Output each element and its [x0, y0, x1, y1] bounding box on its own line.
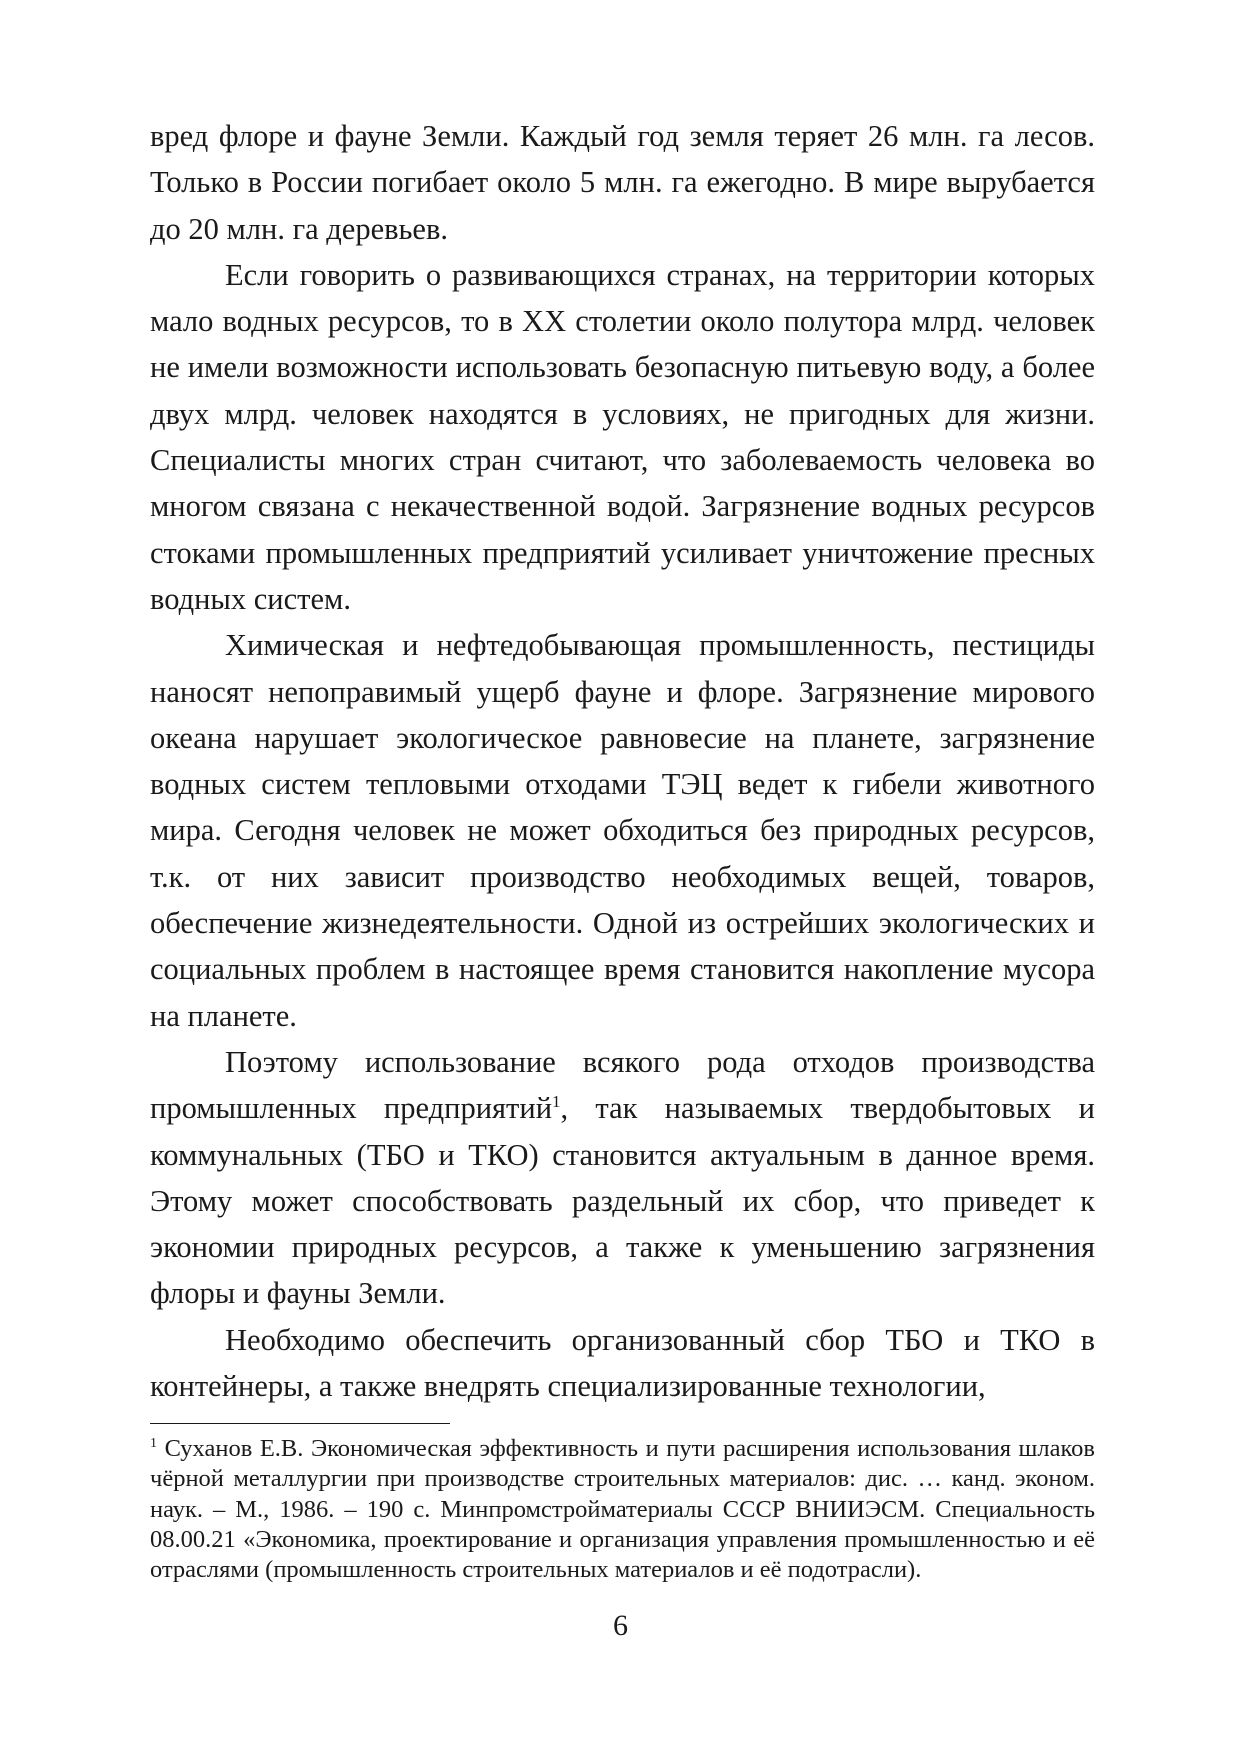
page-number: 6 — [613, 1609, 628, 1642]
paragraph-4 — [150, 1039, 1095, 1317]
paragraph-2: Если говорить о развивающихся странах, на территории которых мало водных ресурсов, то в XX столетии около полутора млрд. человек не имели возможности использовать безопасную питьевую воду, а более двух млрд. человек находятся в условиях, не пригодных для жизни. Специалисты многих стран считают, что заболеваемость человека во многом связана с некачественной водой. Загрязнение водных ресурсов стоками промышленных предприятий усиливает уничтожение пресных водных систем. — [150, 257, 1095, 616]
paragraph-5: Необходимо обеспечить организованный сбор ТБО и ТКО в контейнеры, а также внедрять специализированные технологии, — [150, 1322, 1095, 1404]
footnote-reference[interactable]: 1 — [552, 1092, 561, 1112]
footnote — [150, 1434, 1095, 1585]
paragraph-3: Химическая и нефтедобывающая промышленность, пестициды наносят непоправимый ущерб фауне и флоре. Загрязнение мирового океана нарушает экологическое равновесие на планете, загрязнение водных систем тепловыми отходами ТЭЦ ведет к гибели животного мира. Сегодня человек не может обходиться без природных ресурсов, т.к. от них зависит производство необходимых вещей, товаров, обеспечение жизнедеятельности. Одной из острейших экологических и социальных проблем в настоящее время становится накопление мусора на планете. — [150, 628, 1095, 1033]
footnote-text: Суханов Е.В. Экономическая эффективность и пути расширения использования шлаков чёрной металлургии при производстве строительных материалов: дис. … канд. эконом. наук. – М., 1986. – 190 с. Минпромстройматериалы СССР ВНИИЭСМ. Специальность 08.00.21 «Экономика, проектирование и организация управления промышленностью и её отраслями (промышленность строительных материалов и её подотрасли). — [150, 1435, 1095, 1584]
footnote-separator — [150, 1423, 450, 1424]
main-text — [150, 113, 1095, 1409]
paragraph-1: вред флоре и фауне Земли. Каждый год земля теряет 26 млн. га лесов. Только в России погибает около 5 млн. га ежегодно. В мире вырубается до 20 млн. га деревьев. — [150, 119, 1095, 246]
paragraph-4-part-2: , так называемых твердобытовых и коммунальных (ТБО и ТКО) становится актуальным в данное время. Этому может способствовать раздельный их сбор, что приведет к экономии природных ресурсов, а также к уменьшению загрязнения флоры и фауны Земли. — [150, 1091, 1095, 1311]
paragraph-4-part-1: Поэтому использование всякого рода отходов производства промышленных предприятий — [150, 1044, 1095, 1126]
footnote-marker: 1 — [150, 1435, 157, 1451]
